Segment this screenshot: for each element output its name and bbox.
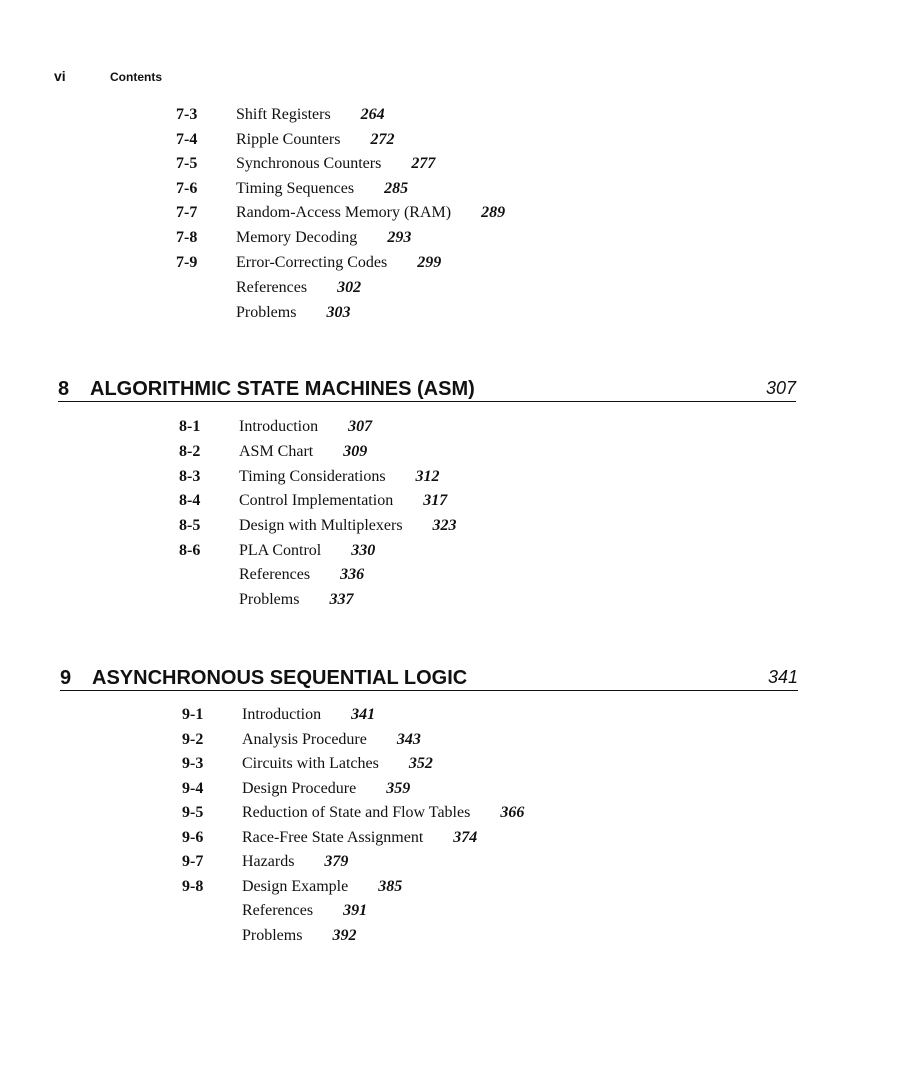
toc-entry-title: Timing Sequences 285 bbox=[236, 180, 409, 197]
toc-entry-page: 317 bbox=[423, 492, 448, 509]
toc-entry-title: Design with Multiplexers 323 bbox=[239, 517, 457, 534]
toc-entry-title: Error-Correcting Codes 299 bbox=[236, 254, 442, 271]
chapter-heading bbox=[58, 375, 796, 402]
toc-entry-page: 391 bbox=[343, 902, 368, 919]
toc-entry-title: References 391 bbox=[242, 902, 368, 919]
chapter-number: 9 bbox=[60, 667, 72, 689]
toc-entry-page: 312 bbox=[415, 468, 440, 485]
toc-entry-title: Introduction 341 bbox=[242, 706, 376, 723]
toc-entry-page: 336 bbox=[340, 566, 365, 583]
toc-entry-page: 289 bbox=[481, 204, 506, 221]
toc-entry-page: 285 bbox=[384, 180, 409, 197]
toc-entry-title: Reduction of State and Flow Tables 366 bbox=[242, 804, 525, 821]
toc-entry-page: 379 bbox=[324, 853, 349, 870]
toc-entry-page: 307 bbox=[348, 418, 373, 435]
toc-entry-title: Synchronous Counters 277 bbox=[236, 155, 436, 172]
toc-entry-title: Circuits with Latches 352 bbox=[242, 755, 433, 772]
running-title: Contents bbox=[110, 70, 162, 84]
toc-entry-page: 302 bbox=[337, 279, 362, 296]
toc-entry-title: Random-Access Memory (RAM) 289 bbox=[236, 204, 506, 221]
toc-entry-page: 341 bbox=[351, 706, 376, 723]
toc-entry-page: 264 bbox=[360, 106, 385, 123]
toc-entry-title: ASM Chart 309 bbox=[239, 443, 368, 460]
chapter-heading bbox=[60, 664, 798, 691]
chapter-page: 341 bbox=[767, 667, 798, 687]
toc-entry-title: Design Procedure 359 bbox=[242, 780, 411, 797]
page-header bbox=[54, 68, 162, 84]
toc-entry-title: Ripple Counters 272 bbox=[236, 131, 395, 148]
toc-entry-title: References 302 bbox=[236, 279, 362, 296]
toc-entry-page: 299 bbox=[417, 254, 442, 271]
toc-entry-page: 303 bbox=[326, 304, 351, 321]
chapter-title: ASYNCHRONOUS SEQUENTIAL LOGIC bbox=[92, 667, 468, 689]
page-number: vi bbox=[54, 68, 66, 84]
toc-entry-page: 385 bbox=[378, 878, 403, 895]
toc-entry-title: Introduction 307 bbox=[239, 418, 373, 435]
toc-entry-page: 359 bbox=[386, 780, 411, 797]
toc-entry-title: Control Implementation 317 bbox=[239, 492, 448, 509]
toc-entry-title: Problems 337 bbox=[239, 591, 354, 608]
toc-entry-page: 293 bbox=[387, 229, 412, 246]
toc-entry-title: Hazards 379 bbox=[242, 853, 349, 870]
toc-entry-title: Problems 303 bbox=[236, 304, 351, 321]
chapter-number: 8 bbox=[58, 378, 70, 400]
toc-entry-title: Problems 392 bbox=[242, 927, 357, 944]
toc-entry-page: 352 bbox=[408, 755, 433, 772]
toc-entry-page: 343 bbox=[396, 731, 421, 748]
toc-entry-page: 392 bbox=[332, 927, 357, 944]
toc-entry-page: 323 bbox=[432, 517, 457, 534]
toc-entry-title: References 336 bbox=[239, 566, 365, 583]
chapter-title: ALGORITHMIC STATE MACHINES (ASM) bbox=[90, 378, 475, 400]
toc-entry-page: 309 bbox=[343, 443, 368, 460]
toc-entry-page: 374 bbox=[453, 829, 478, 846]
toc-entry-title: Shift Registers 264 bbox=[236, 106, 385, 123]
toc-entry-page: 337 bbox=[329, 591, 354, 608]
toc-entry-title: Design Example 385 bbox=[242, 878, 403, 895]
toc-entry-title: Memory Decoding 293 bbox=[236, 229, 412, 246]
toc-entry-page: 330 bbox=[351, 542, 376, 559]
toc-entry-page: 272 bbox=[370, 131, 395, 148]
toc-entry-page: 366 bbox=[500, 804, 525, 821]
toc-entry-title: Timing Considerations 312 bbox=[239, 468, 440, 485]
toc-entry-title: Race-Free State Assignment 374 bbox=[242, 829, 478, 846]
toc-entry-title: Analysis Procedure 343 bbox=[242, 731, 421, 748]
toc-entry-title: PLA Control 330 bbox=[239, 542, 376, 559]
toc-entry-page: 277 bbox=[411, 155, 436, 172]
chapter-page: 307 bbox=[765, 378, 796, 398]
